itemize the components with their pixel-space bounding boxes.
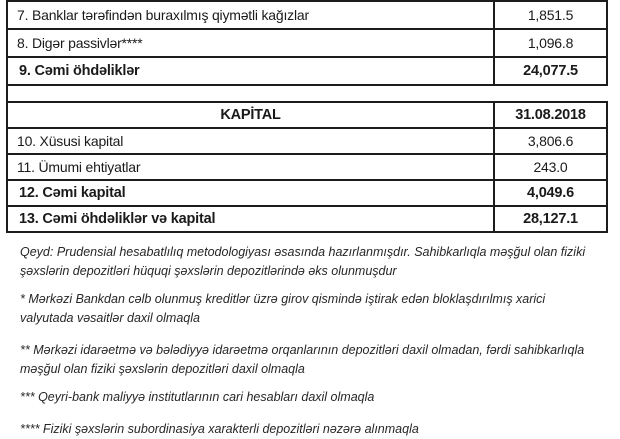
row-value: 28,127.1: [523, 211, 578, 227]
row-value: 24,077.5: [523, 63, 578, 79]
report-date: 31.08.2018: [515, 107, 586, 123]
row-value: 1,096.8: [527, 35, 574, 51]
row-value: 3,806.6: [527, 133, 574, 149]
row-label: 7. Banklar tərəfindən buraxılmış qiymətli kağızlar: [8, 2, 495, 28]
notes-section: [20, 243, 602, 439]
row-value: 4,049.6: [527, 185, 574, 201]
table-row: [8, 2, 606, 28]
row-label: 12. Cəmi kapital: [8, 181, 495, 205]
row-label: 9. Cəmi öhdəliklər: [8, 58, 495, 84]
capital-table: [6, 101, 608, 233]
liabilities-table: [6, 0, 608, 86]
table-row-total-liabilities-and-capital: [8, 205, 606, 231]
table-row-total-liabilities: [8, 56, 606, 84]
capital-header-row: [8, 103, 606, 127]
capital-header-label: KAPİTAL: [8, 103, 495, 127]
row-label: 10. Xüsusi kapital: [8, 129, 495, 153]
note-asterisk-4: **** Fiziki şəxslərin subordinasiya xarakterli depozitləri nəzərə alınmaqla: [20, 422, 419, 436]
table-row: [8, 127, 606, 153]
note-asterisk-3: *** Qeyri-bank maliyyə institutlarının cari hesabları daxil olmaqla: [20, 390, 375, 404]
table-row: [8, 28, 606, 56]
note-asterisk-1: * Mərkəzi Bankdan cəlb olunmuş kreditlər üzrə girov qismində iştirak edən bloklaşdırılmış xarici valyutada vəsaitlər daxil olmaqla: [20, 292, 546, 325]
row-label: 8. Digər passivlər****: [8, 30, 495, 56]
table-row-total-capital: [8, 179, 606, 205]
row-label: 13. Cəmi öhdəliklər və kapital: [8, 207, 495, 231]
table-gap-divider: [6, 86, 620, 101]
row-label: 11. Ümumi ehtiyatlar: [8, 155, 495, 179]
table-row: [8, 153, 606, 179]
note-asterisk-2: ** Mərkəzi idarəetmə və bələdiyyə idarəetmə orqanlarının depozitləri daxil olmadan, fərdi sahibkarlıqla məşğul olan fiziki şəxslərin depozitləri daxil olmaqla: [20, 343, 585, 376]
note-qeyd: Qeyd: Prudensial hesabatlılıq metodologiyası əsasında hazırlanmışdır. Sahibkarlıqla məşğul olan fiziki şəxslərin depozitləri hüquqi şəxslərin depozitlərində əks olunmuşdur: [20, 245, 586, 278]
row-value: 243.0: [533, 159, 568, 175]
row-value: 1,851.5: [527, 7, 574, 23]
